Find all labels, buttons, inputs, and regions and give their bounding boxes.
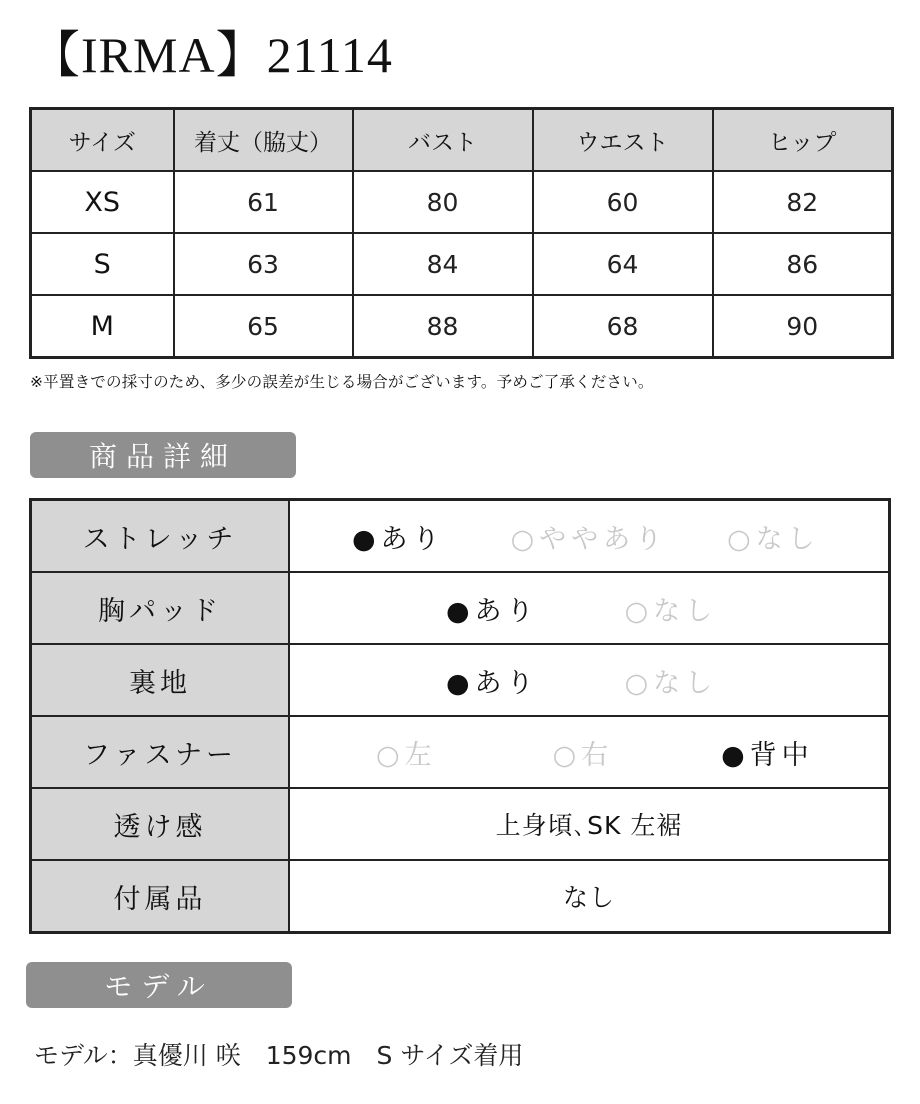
header-bust: バスト bbox=[353, 109, 533, 172]
detail-row-chest-pad bbox=[31, 572, 890, 644]
detail-row-zipper bbox=[31, 716, 890, 788]
measurement-note: ※平置きでの採寸のため、多少の誤差が生じる場合がございます。予めご了承ください。 bbox=[30, 373, 654, 391]
detail-table bbox=[29, 498, 891, 934]
page-title: 【IRMA】21114 bbox=[30, 27, 393, 83]
detail-label: 透け感 bbox=[31, 788, 290, 860]
table-row bbox=[31, 171, 893, 233]
waist-cell: 64 bbox=[533, 233, 713, 295]
hip-cell: 90 bbox=[713, 295, 893, 358]
option-lining-no: ○なし bbox=[624, 667, 718, 699]
bust-cell: 84 bbox=[353, 233, 533, 295]
detail-row-lining bbox=[31, 644, 890, 716]
option-zipper-left: ○左 bbox=[376, 739, 437, 771]
detail-row-stretch bbox=[31, 500, 890, 573]
detail-label: ストレッチ bbox=[31, 500, 290, 573]
size-cell: S bbox=[31, 233, 174, 295]
option-pad-no: ○なし bbox=[624, 595, 718, 627]
length-cell: 61 bbox=[174, 171, 353, 233]
detail-label: 胸パッド bbox=[31, 572, 290, 644]
detail-label: 付属品 bbox=[31, 860, 290, 933]
waist-cell: 60 bbox=[533, 171, 713, 233]
hip-cell: 82 bbox=[713, 171, 893, 233]
option-stretch-yes: ●あり bbox=[352, 523, 445, 555]
option-stretch-somewhat: ○ややあり bbox=[510, 523, 668, 555]
length-cell: 63 bbox=[174, 233, 353, 295]
header-size: サイズ bbox=[31, 109, 174, 172]
table-row bbox=[31, 233, 893, 295]
detail-label: ファスナー bbox=[31, 716, 290, 788]
waist-cell: 68 bbox=[533, 295, 713, 358]
section-label-model: モデル bbox=[26, 962, 292, 1008]
detail-value: なし bbox=[289, 860, 890, 933]
size-cell: XS bbox=[31, 171, 174, 233]
model-info: モデル：真優川 咲 159cm S サイズ着用 bbox=[34, 1041, 524, 1070]
option-stretch-no: ○なし bbox=[727, 523, 820, 555]
section-label-details: 商品詳細 bbox=[30, 432, 296, 478]
detail-row-sheerness bbox=[31, 788, 890, 860]
size-cell: M bbox=[31, 295, 174, 358]
option-lining-yes: ●あり bbox=[446, 667, 539, 699]
bust-cell: 88 bbox=[353, 295, 533, 358]
detail-value: 上身頃､SK 左裾 bbox=[289, 788, 890, 860]
option-pad-yes: ●あり bbox=[446, 595, 539, 627]
bust-cell: 80 bbox=[353, 171, 533, 233]
detail-row-accessories bbox=[31, 860, 890, 933]
detail-label: 裏地 bbox=[31, 644, 290, 716]
table-row bbox=[31, 295, 893, 358]
size-table-header-row bbox=[31, 109, 893, 172]
hip-cell: 86 bbox=[713, 233, 893, 295]
option-zipper-right: ○右 bbox=[552, 739, 614, 771]
option-zipper-back: ●背中 bbox=[721, 739, 814, 771]
size-table bbox=[29, 107, 894, 359]
header-length: 着丈（脇丈） bbox=[174, 109, 353, 172]
length-cell: 65 bbox=[174, 295, 353, 358]
header-waist: ウエスト bbox=[533, 109, 713, 172]
header-hip: ヒップ bbox=[713, 109, 893, 172]
